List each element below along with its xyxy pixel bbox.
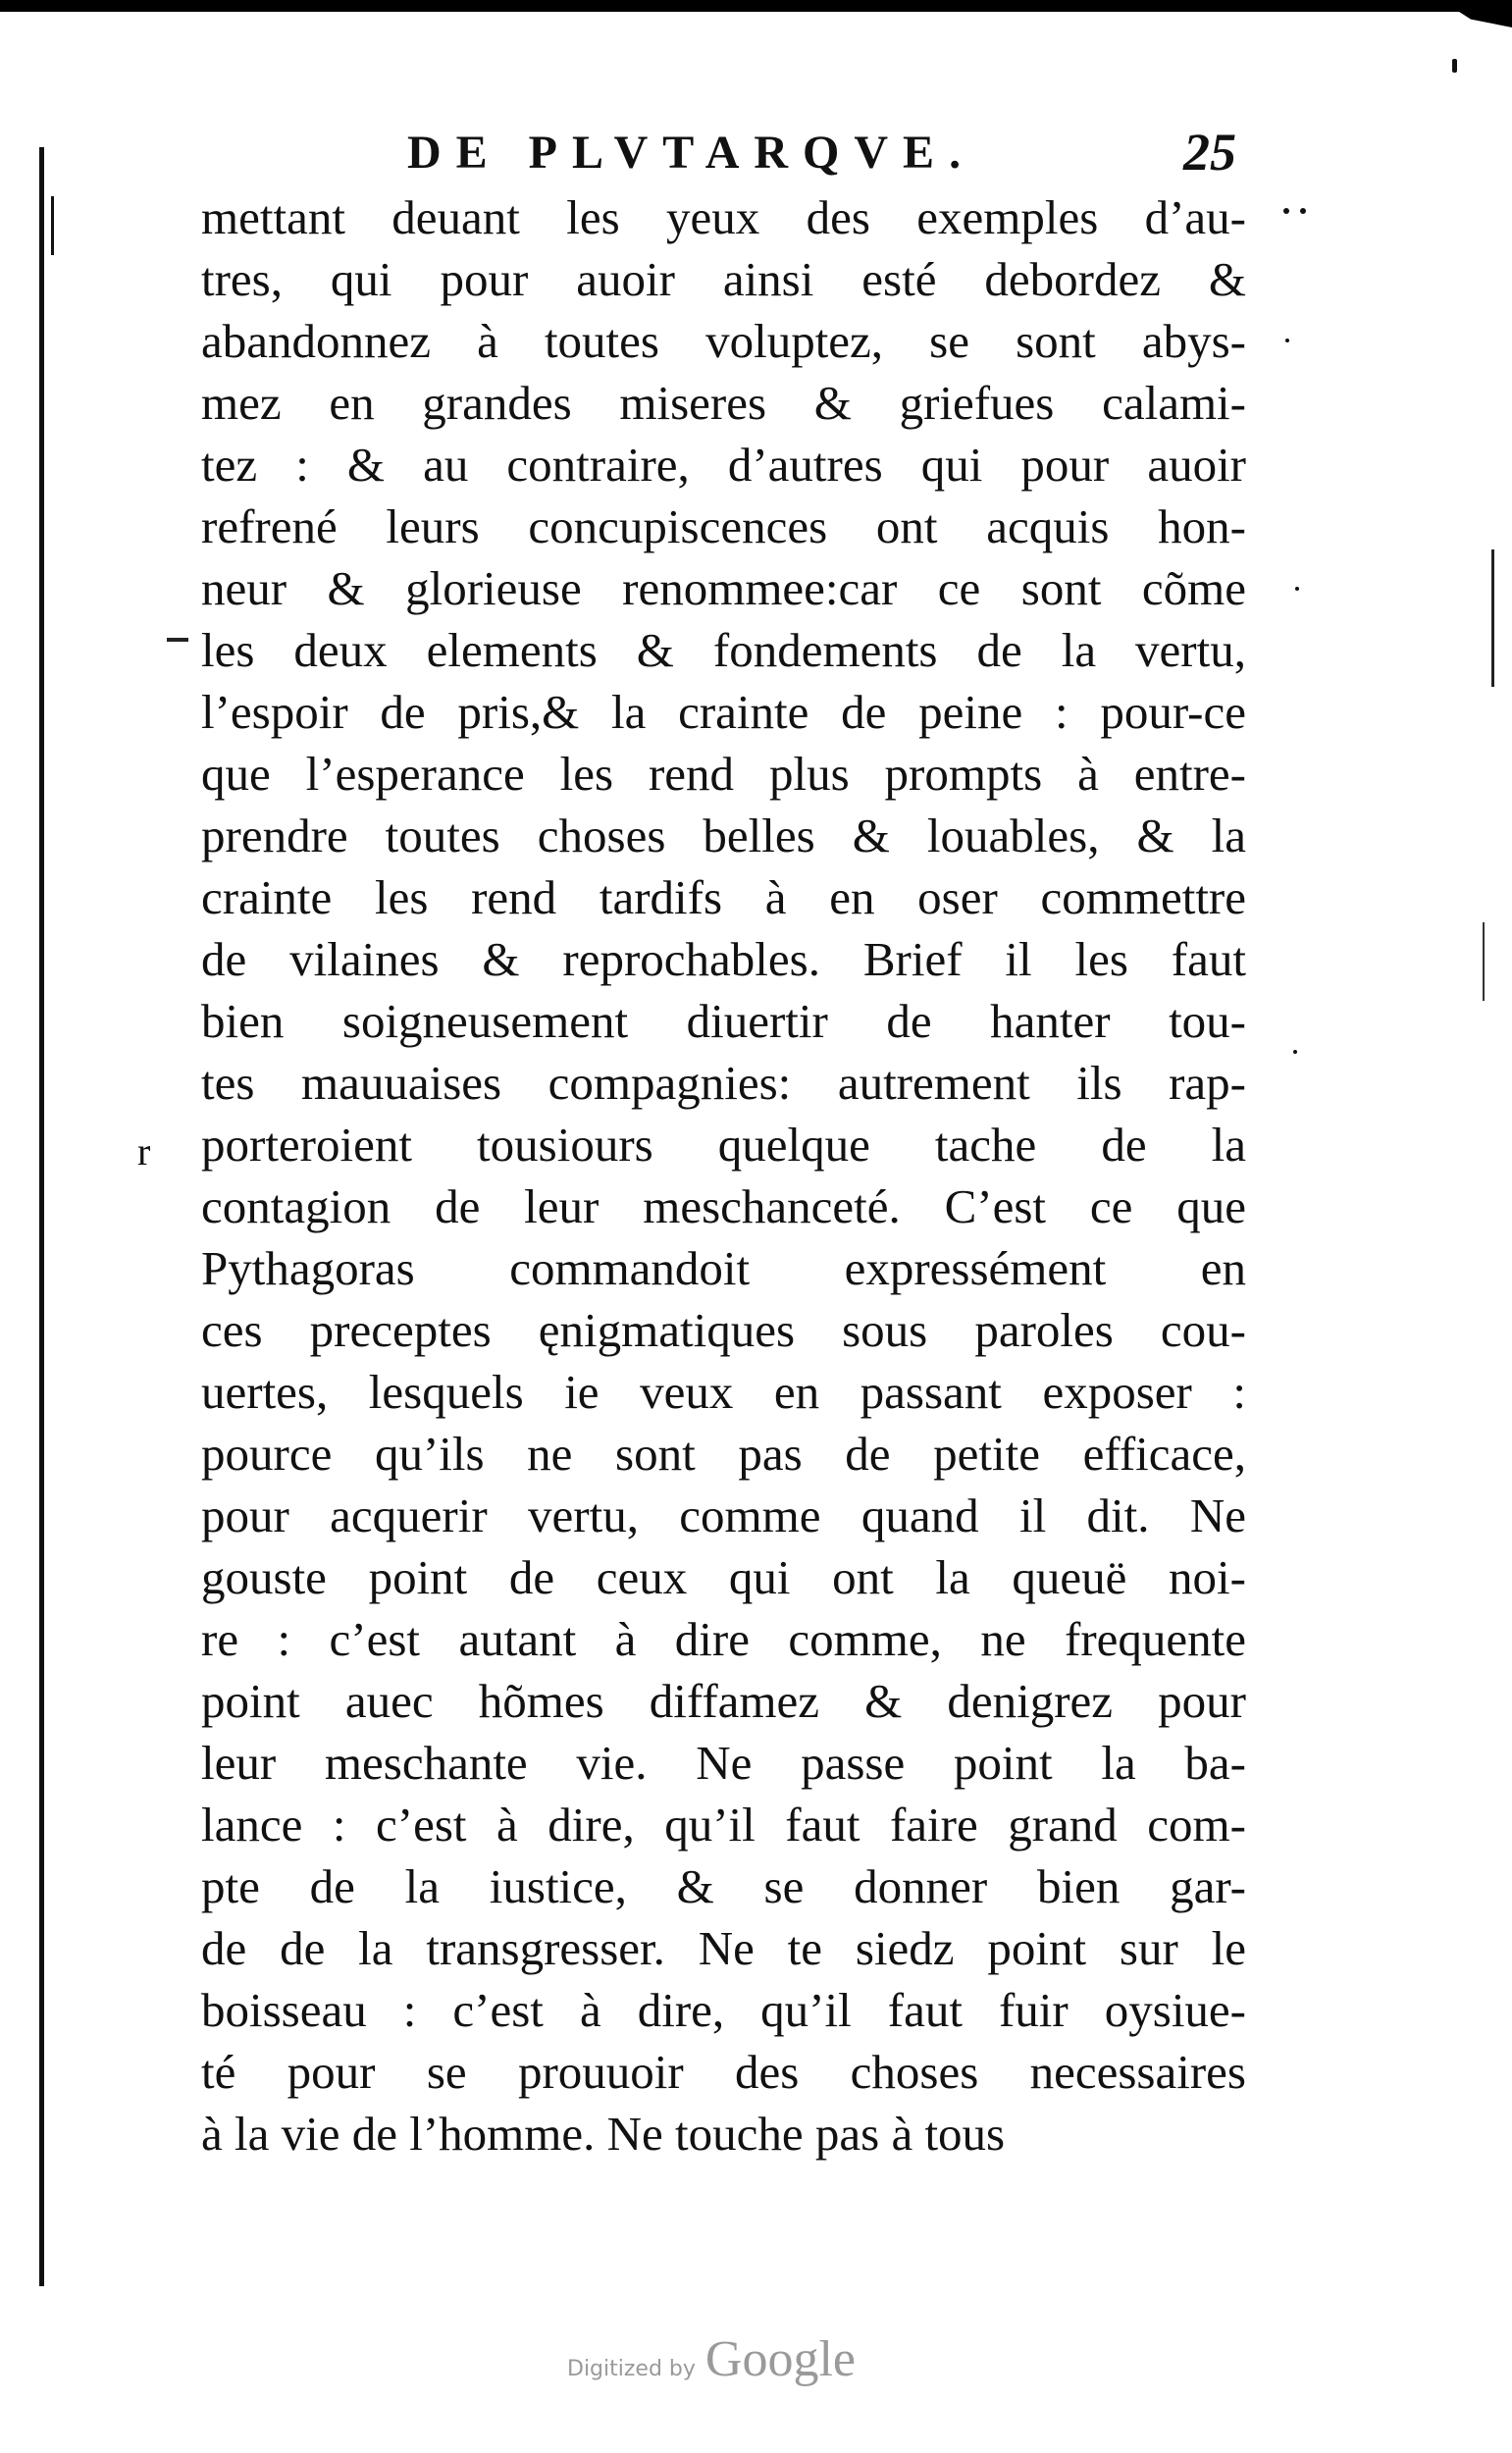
text-line: de vilaines & reprochables. Brief il les faut (201, 932, 1246, 986)
scan-right-edge (1491, 549, 1494, 687)
text-line: porteroient tousiours quelque tache de la (201, 1118, 1246, 1172)
text-line: tes mauuaises compagnies: autrement ils rap- (201, 1056, 1246, 1110)
text-line: les deux elements & fondements de la vertu, (201, 623, 1246, 677)
scan-speck (1293, 1050, 1297, 1054)
text-line: tez : & au contraire, d’autres qui pour auoir (201, 438, 1246, 492)
text-line: uertes, lesquels ie veux en passant exposer : (201, 1365, 1246, 1419)
page-number: 25 (1183, 123, 1236, 182)
text-line: à la vie de l’homme. Ne touche pas à tous (201, 2107, 1006, 2161)
text-line: mettant deuant les yeux des exemples d’au- (201, 190, 1246, 244)
text-line: ces preceptes ęnigmatiques sous paroles cou- (201, 1303, 1246, 1357)
margin-mark: r (137, 1129, 151, 1174)
scan-speck (1285, 339, 1289, 342)
text-line: lance : c’est à dire, qu’il faut faire grand com- (201, 1798, 1246, 1852)
text-line: point auec hõmes diffamez & denigrez pour (201, 1674, 1246, 1728)
text-line: pte de la iustice, & se donner bien gar- (201, 1859, 1246, 1913)
scan-speck (1300, 208, 1306, 214)
text-line: de de la transgresser. Ne te siedz point sur le (201, 1921, 1246, 1975)
body-text (201, 186, 1246, 2165)
text-line: tres, qui pour auoir ainsi esté debordez & (201, 252, 1246, 306)
text-line: boisseau : c’est à dire, qu’il faut fuir oysiue- (201, 1983, 1246, 2037)
scan-speck (1452, 59, 1457, 73)
text-line: contagion de leur meschanceté. C’est ce que (201, 1179, 1246, 1233)
text-line: bien soigneusement diuertir de hanter tou- (201, 994, 1246, 1048)
text-line: refrené leurs concupiscences ont acquis hon- (201, 499, 1246, 553)
text-line: té pour se prouuoir des choses necessaires (201, 2045, 1246, 2099)
text-line: crainte les rend tardifs à en oser commettre (201, 870, 1246, 924)
scan-left-edge (39, 147, 44, 2286)
scan-speck (1295, 587, 1299, 591)
margin-dash (167, 638, 188, 642)
scan-right-edge-mark (1483, 922, 1485, 1001)
text-line: mez en grandes miseres & griefues calami- (201, 376, 1246, 430)
scan-left-edge-mark (51, 196, 54, 255)
text-line: l’espoir de pris,& la crainte de peine : pour-ce (201, 685, 1246, 739)
google-logo: Google (704, 2331, 856, 2387)
text-line: Pythagoras commandoit expressément en (201, 1241, 1246, 1295)
running-title: DE PLVTARQVE. (407, 127, 976, 179)
digitized-by-watermark (567, 2330, 856, 2399)
text-line: gouste point de ceux qui ont la queuë noi- (201, 1550, 1246, 1604)
text-line: que l’esperance les rend plus prompts à entre- (201, 747, 1246, 801)
text-line: leur meschante vie. Ne passe point la ba- (201, 1736, 1246, 1790)
scan-corner-smudge (1443, 0, 1512, 27)
running-head (201, 116, 1246, 194)
text-line: abandonnez à toutes voluptez, se sont abys- (201, 314, 1246, 368)
text-line: prendre toutes choses belles & louables, & la (201, 809, 1246, 862)
text-line: pour acquerir vertu, comme quand il dit. Ne (201, 1488, 1246, 1542)
text-line: neur & glorieuse renommee:car ce sont cõme (201, 561, 1246, 615)
text-line: re : c’est autant à dire comme, ne frequente (201, 1612, 1246, 1666)
scan-speck (1283, 208, 1289, 214)
scan-top-border (0, 0, 1512, 12)
text-line: pource qu’ils ne sont pas de petite efficace, (201, 1427, 1246, 1481)
digitized-by-label: Digitized by (567, 2357, 696, 2381)
